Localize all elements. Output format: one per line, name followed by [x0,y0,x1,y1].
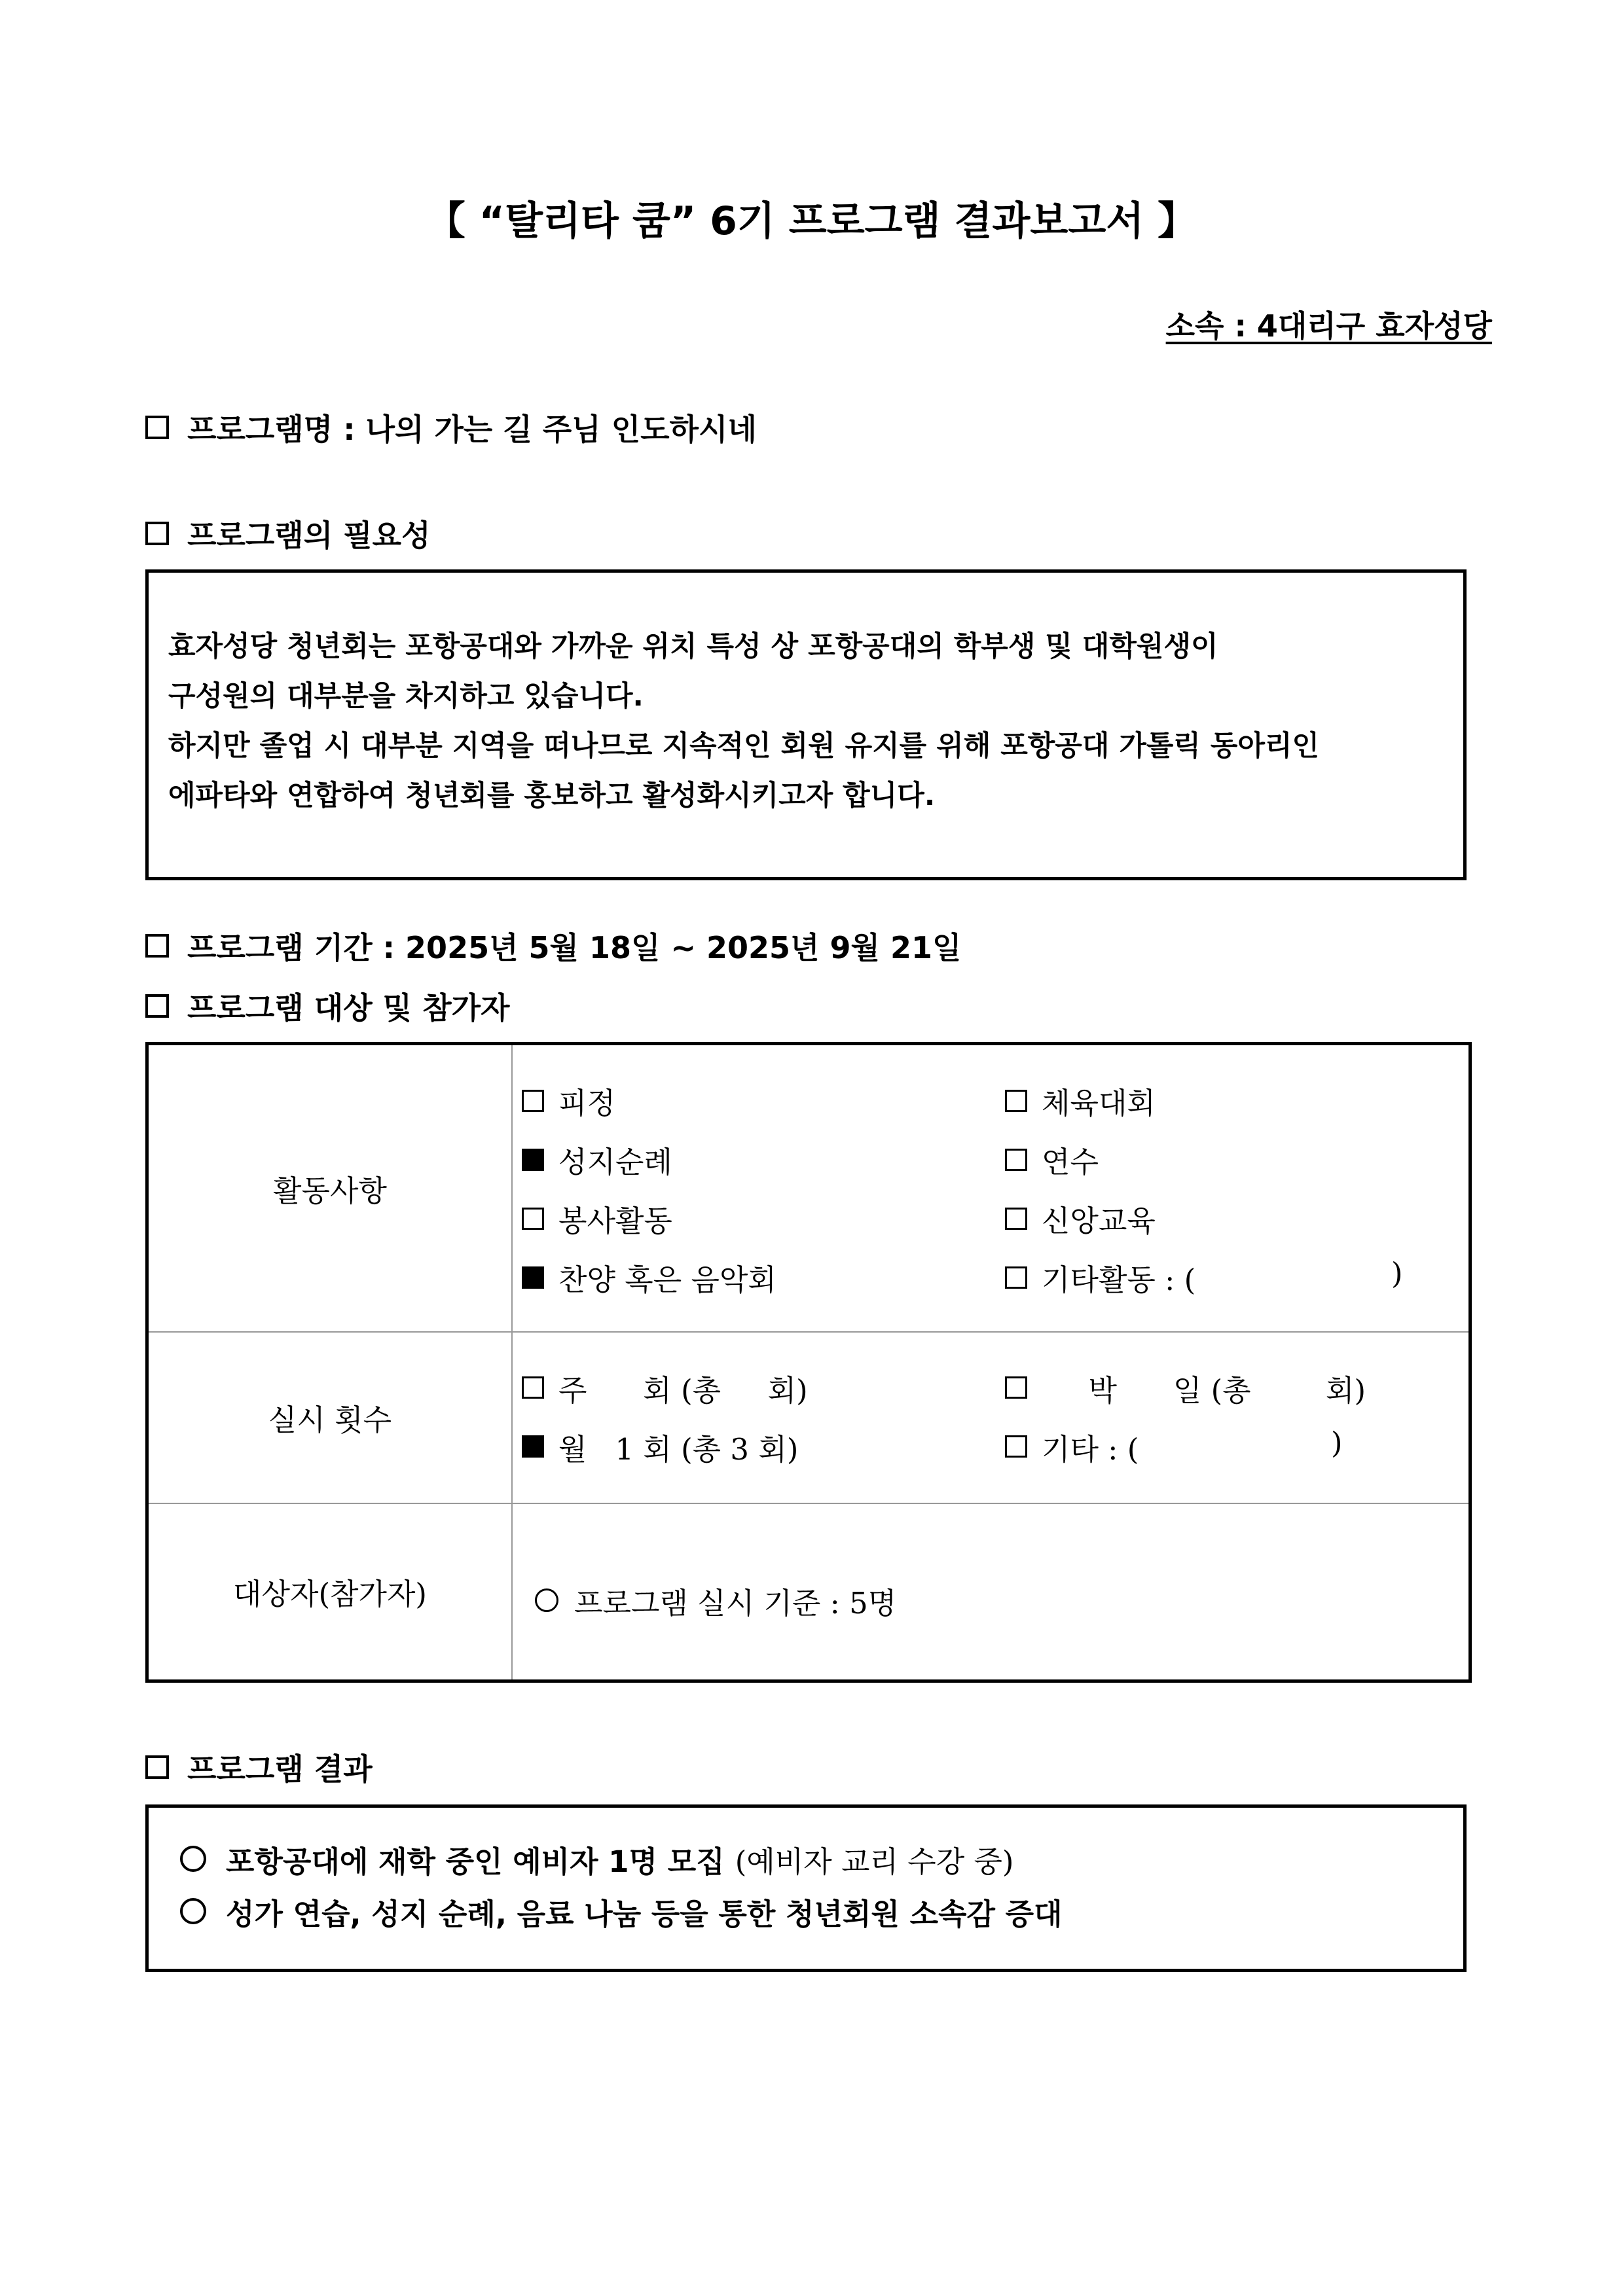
activity-option[interactable] [1005,1138,1099,1181]
activity-option-label: 찬양 혹은 음악회 [558,1263,776,1297]
period-label: 프로그램 기간 : 2025년 5월 18일 ~ 2025년 9월 21일 [187,930,962,965]
result-item-text: 포항공대에 재학 중인 예비자 1명 모집 [226,1844,725,1879]
frequency-option-label: 기타 : ( [1042,1431,1139,1467]
table-row [147,1332,1470,1503]
target-heading-label: 프로그램 대상 및 참가자 [187,990,510,1026]
target-table [145,1042,1472,1683]
checkbox-icon [145,416,169,439]
activity-option-label: 피정 [558,1086,615,1121]
participants-value: 프로그램 실시 기준 : 5명 [574,1585,897,1621]
activity-option-label: 신앙교육 [1042,1204,1156,1238]
activity-option[interactable] [522,1079,615,1122]
necessity-heading-label: 프로그램의 필요성 [187,518,431,553]
table-row [147,1044,1470,1332]
activity-option[interactable] [522,1138,672,1181]
activities-label: 활동사항 [147,1044,513,1332]
checked-checkbox-icon[interactable] [522,1149,544,1171]
frequency-option[interactable] [1005,1426,1139,1468]
activity-option-label: 성지순례 [558,1145,672,1179]
circle-bullet-icon [180,1898,206,1924]
checkbox-icon[interactable] [522,1090,544,1112]
activity-option[interactable] [1005,1256,1195,1299]
result-heading [145,1746,373,1789]
frequency-option[interactable] [522,1426,798,1468]
checkbox-icon [145,522,169,545]
necessity-line: 에파타와 연합하여 청년회를 홍보하고 활성화시키고자 합니다. [168,780,936,812]
checkbox-icon[interactable] [1005,1435,1027,1458]
activities-options [512,1044,1470,1332]
activity-option-label: 연수 [1042,1145,1099,1179]
checkbox-icon[interactable] [1005,1090,1027,1112]
necessity-box [145,569,1467,880]
affiliation: 소속 : 4대리구 효자성당 [1165,308,1492,344]
activity-option[interactable] [522,1197,672,1240]
activity-other-close: ) [1391,1256,1403,1291]
participants-item [535,1579,896,1622]
period-heading [145,924,961,967]
frequency-option-label: 주 회 (총 회) [558,1372,808,1408]
necessity-line: 구성원의 대부분을 차지하고 있습니다. [168,680,644,713]
activity-option[interactable] [1005,1197,1156,1240]
program-name-label: 프로그램명 : 나의 가는 길 주님 인도하시네 [187,412,757,447]
frequency-option[interactable] [1005,1367,1366,1409]
participants-label: 대상자(참가자) [147,1503,513,1681]
necessity-heading [145,512,431,555]
result-item-text: 성가 연습, 성지 순례, 음료 나눔 등을 통한 청년회원 소속감 증대 [226,1896,1063,1931]
checkbox-icon [145,1755,169,1779]
checkbox-icon [145,994,169,1018]
result-item [180,1885,1463,1937]
checked-checkbox-icon[interactable] [522,1266,544,1289]
result-heading-label: 프로그램 결과 [187,1751,373,1787]
checked-checkbox-icon[interactable] [522,1435,544,1458]
frequency-options [512,1332,1470,1503]
result-box [145,1804,1467,1972]
checkbox-icon[interactable] [522,1208,544,1230]
result-item [180,1833,1463,1885]
frequency-label: 실시 횟수 [147,1332,513,1503]
checkbox-icon[interactable] [1005,1266,1027,1289]
circle-bullet-icon [535,1588,558,1612]
document-title: 【 “탈리타 쿰” 6기 프로그램 결과보고서 】 [426,198,1197,244]
table-row [147,1503,1470,1681]
result-item-note: (예비자 교리 수강 중) [735,1844,1014,1879]
activity-option-label: 기타활동 : ( [1042,1263,1196,1297]
checkbox-icon[interactable] [1005,1376,1027,1399]
target-heading [145,984,509,1028]
participants-cell [512,1503,1470,1681]
activity-option[interactable] [1005,1079,1156,1122]
necessity-line: 하지만 졸업 시 대부분 지역을 떠나므로 지속적인 회원 유지를 위해 포항공대 가톨릭 동아리인 [168,730,1320,762]
frequency-other-close: ) [1331,1425,1343,1460]
circle-bullet-icon [180,1846,206,1872]
frequency-option-label: 박 일 (총 회) [1042,1372,1366,1408]
frequency-option-label: 월 1 회 (총 3 회) [558,1431,799,1467]
necessity-line: 효자성당 청년회는 포항공대와 가까운 위치 특성 상 포항공대의 학부생 및 대학원생이 [168,630,1218,663]
activity-option-label: 봉사활동 [558,1204,672,1238]
checkbox-icon[interactable] [1005,1149,1027,1171]
frequency-option[interactable] [522,1367,808,1409]
checkbox-icon [145,934,169,958]
checkbox-icon[interactable] [1005,1208,1027,1230]
program-name-heading [145,406,757,449]
activity-option[interactable] [522,1256,776,1299]
activity-option-label: 체육대회 [1042,1086,1156,1121]
checkbox-icon[interactable] [522,1376,544,1399]
